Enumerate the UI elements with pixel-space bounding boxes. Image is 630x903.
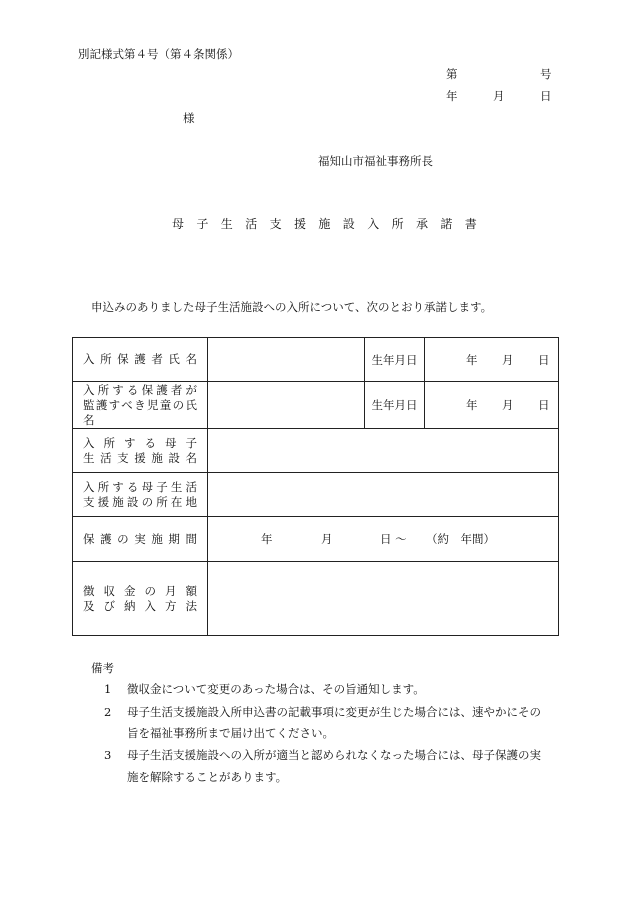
intro-text: 申込みのありました母子生活施設への入所について、次のとおり承諾します。 (91, 300, 493, 314)
remark-text: 施を解除することがあります。 (127, 770, 288, 784)
remark-text: 母子生活支援施設への入所が適当と認められなくなった場合には、母子保護の実 (127, 748, 541, 762)
fee-label: 徴収金の月額 及び納入方法 (73, 562, 208, 636)
period-day: 日 〜 (380, 532, 407, 546)
period-approx: （約 年間） (426, 532, 495, 546)
approval-table (72, 337, 559, 636)
document-title: 母子生活支援施設入所承諾書 (172, 217, 490, 231)
guardian-dob-label: 生年月日 (365, 338, 425, 382)
period-year: 年 (261, 532, 273, 546)
dob-month: 月 (502, 398, 514, 412)
facility-name-label: 入所する母子 生活支援施設名 (73, 429, 208, 473)
dob-day: 日 (538, 398, 550, 412)
protection-period-label: 保護の実施期間 (73, 517, 208, 562)
facility-address-field[interactable] (208, 473, 559, 517)
dob-month: 月 (502, 352, 514, 367)
dob-year: 年 (466, 398, 478, 412)
remarks-heading: 備考 (91, 661, 114, 675)
table-row (73, 382, 559, 429)
protection-period-field[interactable] (208, 517, 559, 562)
addressee-suffix: 様 (183, 111, 195, 125)
table-row (73, 562, 559, 636)
dob-year: 年 (466, 352, 478, 367)
child-name-field[interactable] (208, 382, 365, 429)
remark-number: 1 (104, 682, 112, 696)
remark-text: 徴収金について変更のあった場合は、その旨通知します。 (127, 682, 425, 696)
issuer-name: 福知山市福祉事務所長 (318, 154, 433, 168)
table-row (73, 517, 559, 562)
fee-field[interactable] (208, 562, 559, 636)
table-row (73, 338, 559, 382)
child-name-label: 入所する保護者が 監護すべき児童の氏名 (73, 382, 208, 429)
dob-day: 日 (538, 352, 550, 367)
issue-day-label: 日 (540, 89, 552, 103)
facility-address-label: 入所する母子生活 支援施設の所在地 (73, 473, 208, 517)
remark-number: 3 (104, 748, 112, 762)
issue-year-label: 年 (446, 89, 458, 103)
child-dob-label: 生年月日 (365, 382, 425, 429)
table-row (73, 429, 559, 473)
facility-name-field[interactable] (208, 429, 559, 473)
form-code: 別記様式第４号（第４条関係） (78, 47, 239, 61)
guardian-name-label: 入所保護者氏名 (73, 338, 208, 382)
number-suffix: 号 (540, 67, 552, 81)
child-dob-field[interactable] (425, 382, 559, 429)
guardian-name-field[interactable] (208, 338, 365, 382)
guardian-dob-field[interactable] (425, 338, 559, 382)
table-row (73, 473, 559, 517)
issue-month-label: 月 (493, 89, 505, 103)
remark-number: 2 (104, 705, 112, 719)
remark-text: 旨を福祉事務所まで届け出てください。 (127, 726, 334, 740)
period-month: 月 (321, 532, 333, 546)
number-prefix: 第 (446, 67, 458, 81)
remark-text: 母子生活支援施設入所申込書の記載事項に変更が生じた場合には、速やかにその (127, 705, 541, 719)
